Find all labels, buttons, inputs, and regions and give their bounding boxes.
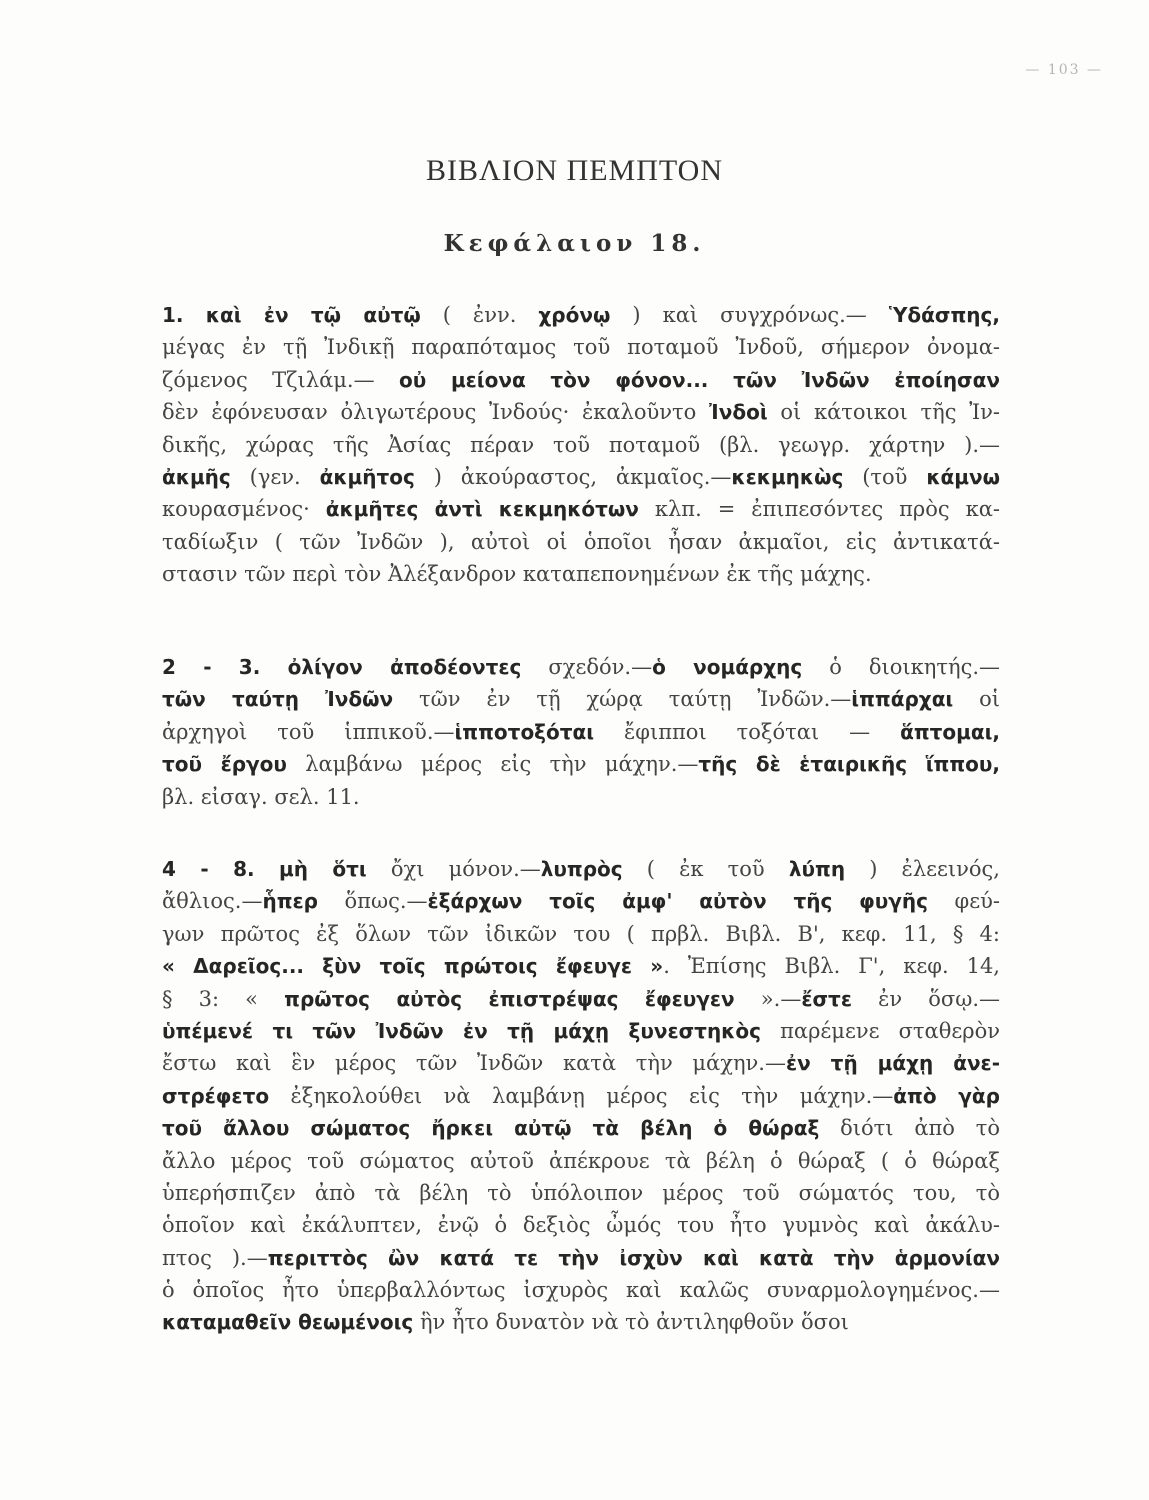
commentary-text: ὄχι μόνον.— [366,857,541,881]
commentary-text: ) ἀκούραστος, ἀκμαῖος.— [414,464,732,489]
commentary-text: ὁ διοικητής.— [802,655,1001,679]
text-line [162,885,1000,917]
lemma-term: τοῦ ἔργου [162,752,287,777]
lemma-term: ἅπτομαι, [900,719,1000,744]
lemma-term: ἐξάρχων τοῖς ἀμφ' αὐτὸν τῆς φυγῆς [427,889,929,914]
commentary-text: ( ἐκ τοῦ [622,857,789,881]
lemma-term: τοῦ ἄλλου σώματος ἤρκει αὐτῷ τὰ βέλη ὁ θώραξ [162,1116,820,1141]
text-line [162,1047,1000,1079]
commentary-text: διότι ἀπὸ τὸ [819,1116,1001,1141]
paragraph-1 [162,299,1000,591]
commentary-text: μέγας ἐν τῇ Ἰνδικῇ παραπόταμος τοῦ ποταμοῦ Ἰνδοῦ, σήμερον ὀνομα- [162,335,1000,360]
commentary-text: δικῆς, χώρας τῆς Ἀσίας πέραν τοῦ ποταμοῦ (βλ. γεωγρ. χάρτην ).— [162,432,1000,457]
lemma-term: οὐ μείονα τὸν φόνον... τῶν Ἰνδῶν ἐποίησαν [399,367,1000,392]
lemma-term: ἀκμῆτες ἀντὶ κεκμηκότων [325,497,639,522]
text-line [162,853,1000,885]
text-line [162,526,1000,558]
text-line [162,683,1000,715]
commentary-text: (τοῦ [843,464,927,489]
text-line [162,748,1000,780]
text-line [162,331,1000,363]
text-line [162,1112,1000,1144]
commentary-text: ».— [734,986,802,1011]
text-line [162,396,1000,428]
commentary-text: ( ἐνν. [420,303,539,327]
commentary-text: . Ἐπίσης Βιβλ. Γ', κεφ. 14, [663,954,1000,979]
lemma-term: ἱππάρχαι [851,687,954,712]
commentary-text: σχεδόν.— [521,655,653,679]
commentary-text: παρέμενε σταθερὸν [760,1018,1000,1043]
commentary-text: βλ. εἰσαγ. σελ. 11. [162,784,360,809]
book-title: ΒΙΒΛΙΟΝ ΠΕΜΠΤΟΝ [425,154,724,187]
lemma-term: ἐν τῇ μάχῃ ἀνε- [785,1051,1000,1076]
text-line [162,461,1000,493]
commentary-text: § 3: « [162,986,285,1011]
text-line [162,1242,1000,1274]
commentary-text: πτος ).— [162,1245,268,1270]
commentary-text: ἐν ὅσῳ.— [851,986,1001,1011]
commentary-text: κλπ. = ἐπιπεσόντες πρὸς κα- [638,497,1001,522]
lemma-term: ἀκμῆτος [319,464,415,489]
text-line [162,781,1000,813]
commentary-text: ἔφιπποι τοξόται — [594,719,901,744]
commentary-text: ὁποῖον καὶ ἐκάλυπτεν, ἐνῷ ὁ δεξιὸς ὦμός του ἦτο γυμνὸς καὶ ἀκάλυ- [162,1213,1000,1238]
lemma-term: λυπρὸς [540,857,623,881]
commentary-text: τῶν ἐν τῇ χώρᾳ ταύτῃ Ἰνδῶν.— [393,687,852,712]
commentary-text: δὲν ἐφόνευσαν ὀλιγωτέρους Ἰνδούς· ἐκαλοῦντο [162,400,710,425]
commentary-text: ἄλλο μέρος τοῦ σώματος αὐτοῦ ἀπέκρουε τὰ βέλη ὁ θώραξ ( ὁ θώραξ [162,1148,1000,1173]
commentary-text: ταδίωξιν ( τῶν Ἰνδῶν ), αὐτοὶ οἱ ὁποῖοι ἦσαν ἀκμαῖοι, εἰς ἀντικατά- [162,529,1000,554]
lemma-term: στρέφετο [162,1083,270,1108]
commentary-text: ἐξηκολούθει νὰ λαμβάνῃ μέρος εἰς τὴν μάχην.— [269,1083,894,1108]
commentary-text: ἄθλιος.— [162,889,263,914]
text-line [162,1274,1000,1306]
text-line [162,651,1000,683]
commentary-text: ) καὶ συγχρόνως.— [610,303,889,327]
chapter-title: Κεφάλαιον 18. [443,230,706,257]
text-line [162,429,1000,461]
commentary-text: ) ἐλεεινός, [845,857,1000,881]
commentary-text: οἱ [953,687,1000,712]
text-line [162,1015,1000,1047]
lemma-term: « Δαρεῖος... ξὺν τοῖς πρώτοις ἔφευγε » [162,954,664,979]
text-line [162,558,1000,590]
lemma-term: λύπη [788,857,846,881]
commentary-text: γων πρῶτος ἐξ ὅλων τῶν ἰδικῶν του ( πρβλ. Βιβλ. Β', κεφ. 11, § 4: [162,921,1000,946]
commentary-text: ὅπως.— [317,889,428,914]
commentary-text: (γεν. [230,464,320,489]
lemma-term: ἧπερ [262,889,318,914]
text-line [162,983,1000,1015]
lemma-term: ὁ νομάρχης [652,655,803,679]
lemma-term: 2 - 3. ὀλίγον ἀποδέοντες [162,655,522,679]
lemma-term: ὑπέμενέ τι τῶν Ἰνδῶν ἐν τῇ μάχῃ ξυνεστηκὸς [162,1018,761,1043]
paragraph-2 [162,651,1000,813]
text-line [162,716,1000,748]
text-line [162,1080,1000,1112]
lemma-term: τῶν ταύτῃ Ἰνδῶν [162,687,394,712]
text-line [162,1306,1000,1338]
paragraph-3 [162,853,1000,1339]
lemma-term: Ὑδάσπης, [888,303,1000,327]
lemma-term: ἔστε [801,986,852,1011]
lemma-term: ἀκμῆς [162,464,231,489]
lemma-term: καταμαθεῖν θεωμένοις [162,1310,414,1335]
commentary-text: ἣν ἦτο δυνατὸν νὰ τὸ ἀντιληφθοῦν ὅσοι [413,1310,849,1335]
text-line [162,950,1000,982]
text-line [162,918,1000,950]
text-line [162,1177,1000,1209]
lemma-term: χρόνῳ [538,303,611,327]
commentary-text: στασιν τῶν περὶ τὸν Ἀλέξανδρον καταπεπονημένων ἐκ τῆς μάχης. [162,562,872,587]
lemma-term: περιττὸς ὢν κατά τε τὴν ἰσχὺν καὶ κατὰ τὴν ἁρμονίαν [267,1245,1000,1270]
lemma-term: ἀπὸ γὰρ [893,1083,1000,1108]
page-number: — 103 — [1025,62,1103,78]
commentary-text: ἀρχηγοὶ τοῦ ἱππικοῦ.— [162,719,455,744]
text-line [162,1209,1000,1241]
text-line [162,1145,1000,1177]
lemma-term: ἱπποτοξόται [454,719,595,744]
lemma-term: κεκμηκὼς [731,464,844,489]
lemma-term: 4 - 8. μὴ ὅτι [162,857,367,881]
commentary-text: ζόμενος Τζιλάμ.— [162,367,399,392]
commentary-text: λαμβάνω μέρος εἰς τὴν μάχην.— [286,752,699,777]
commentary-text: ὑπερήσπιζεν ἀπὸ τὰ βέλη τὸ ὑπόλοιπον μέρος τοῦ σώματός του, τὸ [162,1180,1000,1205]
lemma-term: Ἰνδοὶ [709,400,768,425]
text-line [162,364,1000,396]
text-line [162,299,1000,331]
commentary-text: ἔστω καὶ ἓν μέρος τῶν Ἰνδῶν κατὰ τὴν μάχην.— [162,1051,786,1076]
lemma-term: τῆς δὲ ἑταιρικῆς ἵππου, [698,752,1000,777]
lemma-term: κάμνω [926,464,1000,489]
commentary-text: κουρασμένος· [162,497,326,522]
lemma-term: 1. καὶ ἐν τῷ αὐτῷ [162,303,421,327]
commentary-text: φεύ- [928,889,1000,914]
commentary-text: οἱ κάτοικοι τῆς Ἰν- [767,400,1000,425]
text-line [162,493,1000,525]
commentary-text: ὁ ὁποῖος ἦτο ὑπερβαλλόντως ἰσχυρὸς καὶ καλῶς συναρμολογημένος.— [162,1278,1000,1303]
lemma-term: πρῶτος αὐτὸς ἐπιστρέψας ἔφευγεν [284,986,735,1011]
